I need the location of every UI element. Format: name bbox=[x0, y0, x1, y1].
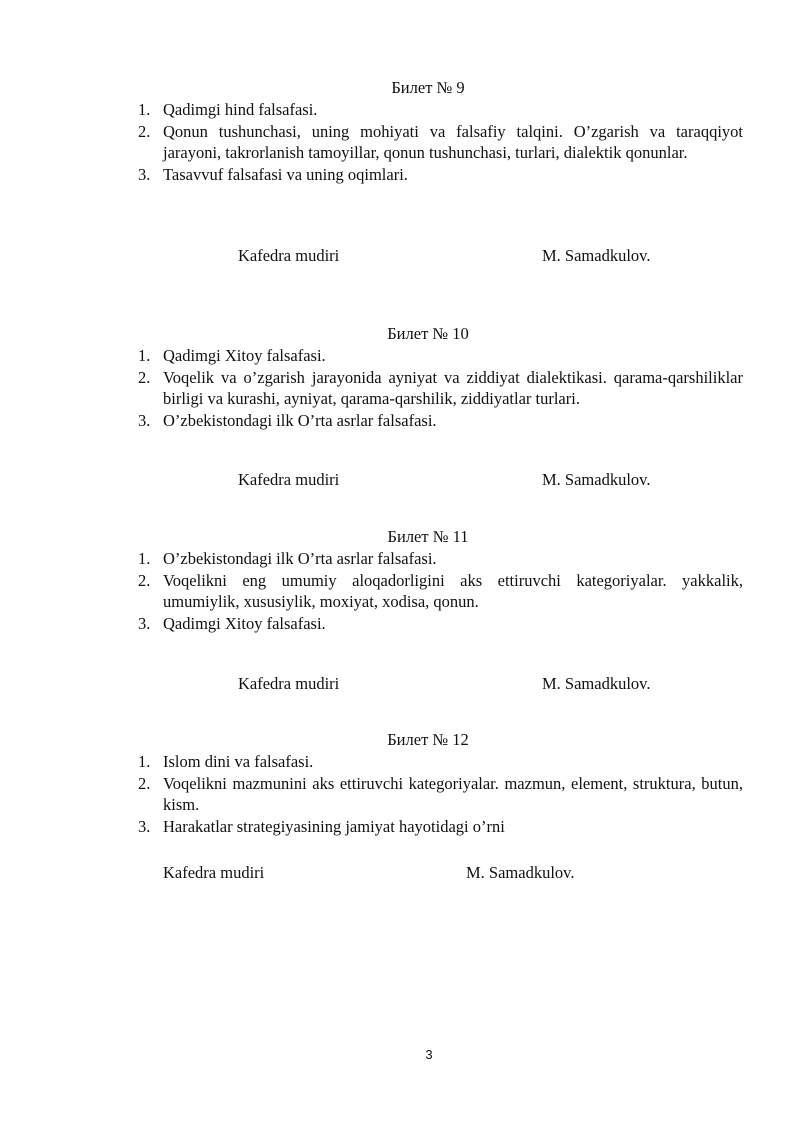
question-text: Harakatlar strategiyasining jamiyat hayotidagi o’rni bbox=[163, 816, 505, 836]
signature-name: M. Samadkulov. bbox=[542, 246, 651, 265]
question-number: 3. bbox=[138, 613, 151, 633]
signature-name: M. Samadkulov. bbox=[542, 674, 651, 693]
question-item bbox=[138, 99, 743, 121]
question-item bbox=[138, 345, 743, 367]
question-number: 1. bbox=[138, 346, 151, 365]
question-item bbox=[138, 367, 743, 410]
ticket-title: Билет № 10 bbox=[387, 324, 469, 343]
ticket-title: Билет № 12 bbox=[387, 730, 469, 749]
question-list bbox=[138, 345, 743, 431]
question-number: 2. bbox=[138, 773, 151, 793]
question-item bbox=[138, 164, 743, 186]
question-item bbox=[138, 121, 743, 164]
question-text: O’zbekistondagi ilk O’rta asrlar falsafasi. bbox=[163, 410, 437, 430]
question-text: O’zbekistondagi ilk O’rta asrlar falsafasi. bbox=[163, 549, 437, 568]
question-number: 2. bbox=[138, 570, 151, 590]
question-number: 3. bbox=[138, 410, 151, 430]
question-item bbox=[138, 570, 743, 613]
signature-role: Kafedra mudiri bbox=[238, 674, 340, 693]
question-text: Qadimgi Xitoy falsafasi. bbox=[163, 346, 326, 365]
question-number: 2. bbox=[138, 121, 151, 141]
question-item bbox=[138, 410, 743, 432]
signature-role: Kafedra mudiri bbox=[238, 246, 340, 265]
question-list bbox=[138, 548, 743, 634]
question-text: Voqelikni eng umumiy aloqadorligini aks ettiruvchi kategoriyalar. yakkalik, umumiylik, xususiylik, moxiyat, xodisa, qonun. bbox=[163, 570, 743, 611]
question-item bbox=[138, 613, 743, 635]
question-item bbox=[138, 816, 743, 838]
signature-role: Kafedra mudiri bbox=[163, 863, 265, 882]
ticket-title: Билет № 11 bbox=[387, 527, 469, 546]
question-list bbox=[138, 99, 743, 185]
question-text: Qonun tushunchasi, uning mohiyati va falsafiy talqini. O’zgarish va taraqqiyot jarayoni, takrorlanish tamoyillar, qonun tushunchasi, turlari, dialektik qonunlar. bbox=[163, 121, 743, 162]
ticket-title: Билет № 9 bbox=[391, 78, 465, 97]
question-number: 1. bbox=[138, 549, 151, 568]
question-text: Qadimgi Xitoy falsafasi. bbox=[163, 613, 326, 633]
question-number: 1. bbox=[138, 100, 151, 119]
question-text: Voqelik va o’zgarish jarayonida ayniyat va ziddiyat dialektikasi. qarama-qarshiliklar birligi va kurashi, ayniyat, qarama-qarshilik, ziddiyatlar turlari. bbox=[163, 367, 743, 408]
question-number: 3. bbox=[138, 816, 151, 836]
signature-name: M. Samadkulov. bbox=[542, 470, 651, 489]
question-number: 2. bbox=[138, 367, 151, 387]
question-list bbox=[138, 751, 743, 837]
signature-role: Kafedra mudiri bbox=[238, 470, 340, 489]
question-number: 3. bbox=[138, 164, 151, 184]
signature-name: M. Samadkulov. bbox=[466, 863, 575, 882]
page-number: 3 bbox=[425, 1047, 433, 1062]
question-item bbox=[138, 773, 743, 816]
question-text: Tasavvuf falsafasi va uning oqimlari. bbox=[163, 164, 408, 184]
question-text: Islom dini va falsafasi. bbox=[163, 752, 314, 771]
question-number: 1. bbox=[138, 752, 151, 771]
question-text: Voqelikni mazmunini aks ettiruvchi kategoriyalar. mazmun, element, struktura, butun, kism. bbox=[163, 773, 743, 814]
question-item bbox=[138, 751, 743, 773]
question-text: Qadimgi hind falsafasi. bbox=[163, 100, 318, 119]
question-item bbox=[138, 548, 743, 570]
